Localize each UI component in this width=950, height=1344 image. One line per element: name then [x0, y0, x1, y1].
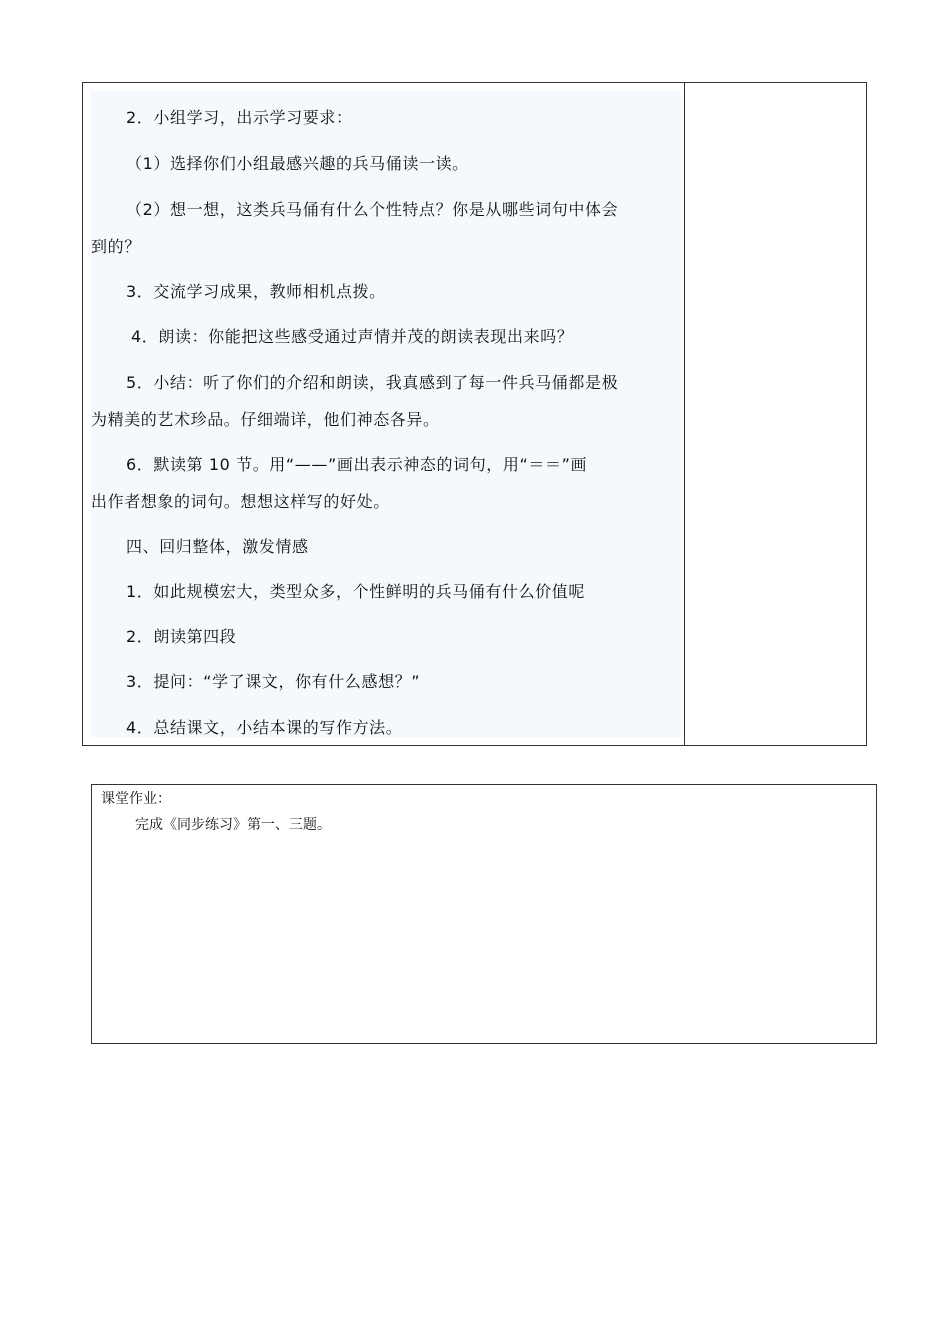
lesson-line-12: 1．如此规模宏大，类型众多，个性鲜明的兵马俑有什么价值呢: [126, 582, 585, 601]
lesson-line-2: （1）选择你们小组最感兴趣的兵马俑读一读。: [126, 154, 469, 173]
lesson-line-1: 2．小组学习，出示学习要求：: [126, 108, 353, 127]
lesson-line-3: （2）想一想，这类兵马俑有什么个性特点？你是从哪些词句中体会: [126, 200, 619, 219]
lesson-table: [82, 82, 867, 746]
lesson-line-4: 到的？: [91, 237, 141, 256]
lesson-line-11: 四、回归整体，激发情感: [126, 537, 309, 556]
lesson-line-7: 5．小结：听了你们的介绍和朗读，我真感到了每一件兵马俑都是极: [126, 373, 619, 392]
homework-title: 课堂作业：: [101, 791, 171, 807]
lesson-steps-cell: [91, 91, 681, 737]
homework-box: [91, 784, 877, 1044]
lesson-line-5: 3．交流学习成果，教师相机点拨。: [126, 282, 386, 301]
lesson-line-13: 2．朗读第四段: [126, 627, 237, 646]
lesson-line-14: 3．提问：“学了课文，你有什么感想？”: [126, 672, 421, 691]
lesson-line-10: 出作者想象的词句。想想这样写的好处。: [91, 492, 390, 511]
lesson-line-15: 4．总结课文，小结本课的写作方法。: [126, 718, 403, 737]
homework-content: 完成《同步练习》第一、三题。: [135, 817, 331, 833]
lesson-line-9: 6．默读第 10 节。用“——”画出表示神态的词句，用“＝＝”画: [126, 455, 588, 474]
lesson-line-6: 4．朗读：你能把这些感受通过声情并茂的朗读表现出来吗？: [131, 327, 574, 346]
lesson-line-8: 为精美的艺术珍品。仔细端详，他们神态各异。: [91, 410, 440, 429]
column-divider: [684, 83, 685, 745]
